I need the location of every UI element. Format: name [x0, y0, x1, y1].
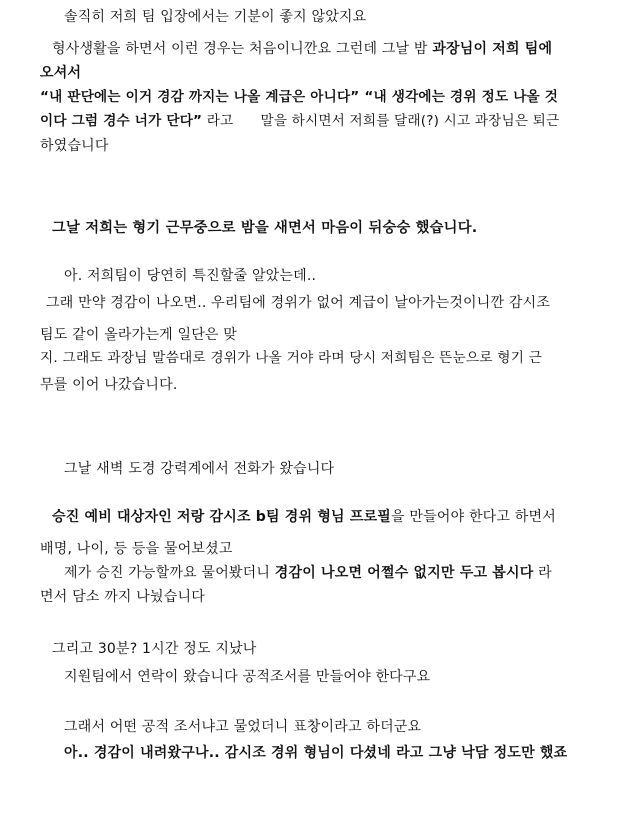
- text-segment: 제가 승진 가능할까요 물어봤더니: [64, 565, 275, 581]
- text-segment: 그래 만약 경감이 나오면.. 우리팀에 경위가 없어 계급이 날아가는것이니깐 감시조: [46, 295, 551, 311]
- text-line: [52, 219, 477, 237]
- text-line: [52, 40, 552, 58]
- text-line: [64, 668, 430, 686]
- text-segment: 하였습니다: [40, 138, 109, 154]
- bold-text-segment: 과장님이 저희 팀에: [432, 41, 553, 57]
- text-segment: 솔직히 저희 팀 입장에서는 기분이 좋지 않았지요: [64, 9, 367, 25]
- text-line: [40, 64, 81, 82]
- text-line: [40, 326, 237, 344]
- bold-text-segment: 그날 저희는 형기 근무중으로 밤을 새면서 마음이 뒤숭숭 했습니다.: [52, 220, 478, 236]
- text-segment: 그리고 30분? 1시간 정도 지났나: [52, 641, 257, 657]
- text-segment: 그날 새벽 도경 강력계에서 전화가 왔습니다: [64, 461, 335, 477]
- text-segment: 지원팀에서 연락이 왔습니다 공적조서를 만들어야 한다구요: [64, 669, 431, 685]
- text-line: [64, 460, 334, 478]
- bold-text-segment: 오셔서: [40, 65, 82, 81]
- text-line: [64, 718, 421, 736]
- text-segment: 배명, 나이, 등 등을 물어보셨고: [40, 541, 233, 557]
- text-line: [40, 137, 109, 155]
- text-line: [64, 8, 366, 26]
- text-line: [46, 294, 550, 312]
- text-line: [52, 508, 556, 526]
- text-line: [64, 744, 567, 762]
- bold-text-segment: 경감이 나오면 어쩔수 없지만 두고 봅시다: [274, 565, 534, 581]
- bold-text-segment: 아.. 경감이 내려왔구나.. 감시조 경위 형님이 다셨네 라고 그냥 낙담 정도만 했죠: [64, 745, 568, 761]
- text-line: [40, 540, 233, 558]
- text-line: [40, 349, 542, 367]
- text-segment: 지. 그래도 과장님 말씀대로 경위가 나올 거야 라며 당시 저희팀은 뜬눈으로 형기 근: [40, 350, 543, 366]
- text-line: [40, 376, 177, 394]
- text-line: [40, 588, 205, 606]
- text-segment: 그래서 어떤 공적 조서냐고 물었더니 표창이라고 하더군요: [64, 719, 422, 735]
- bold-text-segment: 승진 예비 대상자인 저랑 감시조 b팀 경위 형님 프로필: [52, 509, 392, 525]
- text-line: [40, 112, 559, 130]
- text-line: [64, 564, 552, 582]
- text-segment: 을 만들어야 한다고 하면서: [391, 509, 556, 525]
- text-segment: 팀도 같이 올라가는게 일단은 맞: [40, 327, 238, 343]
- text-segment: 형사생활을 하면서 이런 경우는 처음이니깐요 그런데 그날 밤: [52, 41, 433, 57]
- text-segment: 아. 저희팀이 당연히 특진할줄 알았는데..: [64, 268, 317, 284]
- text-line: [64, 267, 316, 285]
- text-segment: 라: [533, 565, 552, 581]
- text-segment: 무를 이어 나갔습니다.: [40, 377, 178, 393]
- text-segment: 면서 담소 까지 나눴습니다: [40, 589, 205, 605]
- text-line: [40, 88, 558, 106]
- bold-text-segment: “내 판단에는 이거 경감 까지는 나올 계급은 아니다” “내 생각에는 경위 정도 나올 것: [40, 89, 559, 105]
- bold-text-segment: 이다 그럼 경수 너가 단다”: [40, 113, 203, 129]
- text-segment: 라고 말을 하시면서 저희를 달래(?) 시고 과장님은 퇴근: [202, 113, 560, 129]
- text-line: [52, 640, 257, 658]
